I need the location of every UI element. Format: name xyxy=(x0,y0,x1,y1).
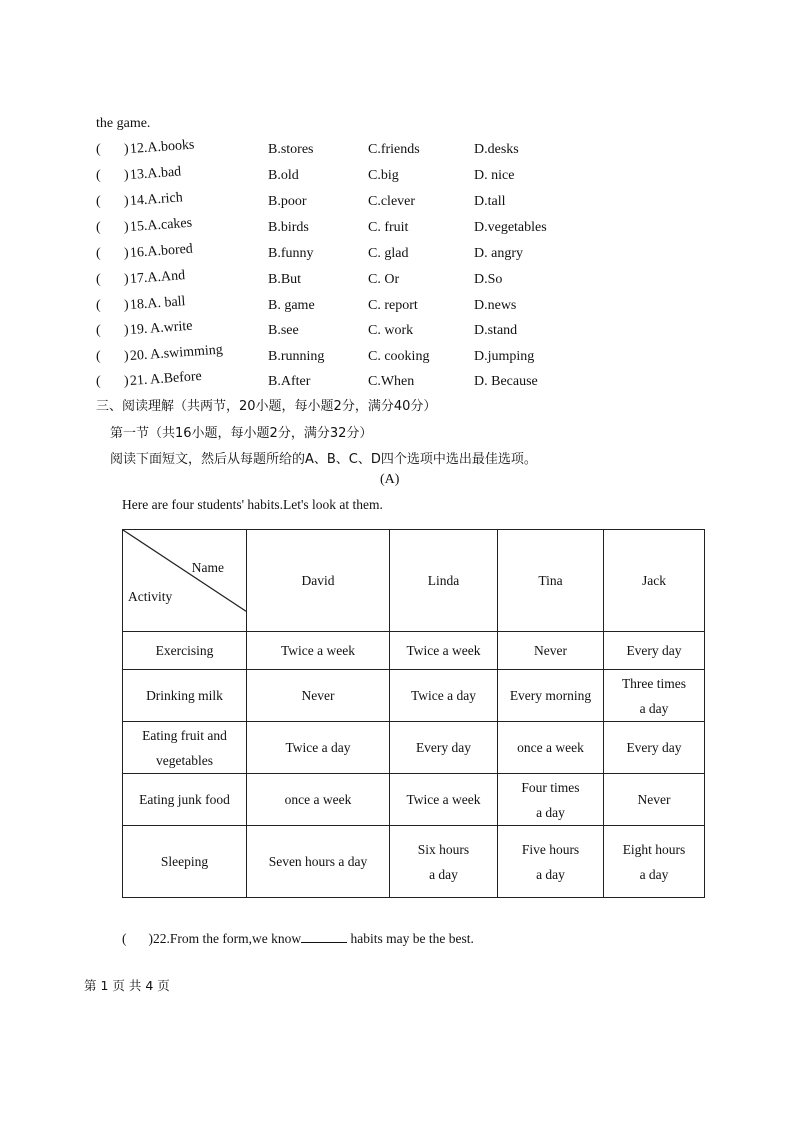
activity-cell xyxy=(123,826,247,898)
cell-line: a day xyxy=(536,866,565,882)
cell-line: a day xyxy=(639,700,669,716)
option-c: C. work xyxy=(368,323,414,338)
answer-open-paren: ( xyxy=(96,246,101,261)
header-name-label: Name xyxy=(191,560,224,575)
answer-close-paren: ) xyxy=(124,220,129,235)
habit-cell xyxy=(247,826,390,898)
header-corner-cell xyxy=(123,530,247,632)
option-a: 14.A.rich xyxy=(129,190,184,209)
header-activity-label: Activity xyxy=(128,589,173,604)
habit-cell xyxy=(390,722,498,774)
option-a: 15.A.cakes xyxy=(129,215,193,235)
cell-line: Every day xyxy=(626,740,682,755)
table-row xyxy=(123,722,705,774)
cell-line: once a week xyxy=(517,740,584,755)
cell-line: Three times xyxy=(621,675,687,691)
answer-close-paren: ) xyxy=(124,272,129,287)
top-line: the game. xyxy=(96,116,151,131)
cell-line: Six hours xyxy=(417,841,470,857)
cell-line: Never xyxy=(534,643,567,658)
option-b: B. game xyxy=(268,298,315,313)
cell-line: Eating fruit and xyxy=(142,727,227,743)
answer-open-paren: ( xyxy=(96,272,101,287)
student-header: Jack xyxy=(604,530,705,632)
passage-label: (A) xyxy=(380,472,400,487)
option-c: C. glad xyxy=(368,246,409,261)
table-row xyxy=(123,774,705,826)
option-a: 18.A. ball xyxy=(129,294,186,313)
habit-cell xyxy=(247,670,390,722)
option-b: B.funny xyxy=(268,246,314,261)
page-footer: 第 1 页 共 4 页 xyxy=(84,978,170,993)
answer-close-paren: ) xyxy=(124,246,129,261)
option-a: 20. A.swimming xyxy=(129,342,224,364)
instruction-text: 阅读下面短文，然后从每题所给的A、B、C、D四个选项中选出最佳选项。 xyxy=(110,452,537,467)
q22-blank xyxy=(301,930,347,943)
answer-close-paren: ) xyxy=(124,323,129,338)
option-b: B.stores xyxy=(268,142,314,157)
cell-line: Exercising xyxy=(155,643,214,658)
cell-line: Five hours xyxy=(521,841,580,857)
habit-cell xyxy=(247,774,390,826)
cell-line: a day xyxy=(536,804,565,820)
habit-cell xyxy=(247,722,390,774)
answer-open-paren: ( xyxy=(96,374,101,389)
habit-cell xyxy=(247,632,390,670)
answer-close-paren: ) xyxy=(124,168,129,183)
option-c: C.friends xyxy=(368,142,420,157)
cell-line: Every day xyxy=(626,643,682,658)
answer-open-paren: ( xyxy=(96,220,101,235)
cell-line: vegetables xyxy=(156,752,213,768)
cell-line: Eight hours xyxy=(622,841,686,857)
answer-close-paren: ) xyxy=(124,194,129,209)
option-d: D. Because xyxy=(474,374,538,389)
habit-cell xyxy=(498,722,604,774)
table-header-row xyxy=(123,530,705,632)
option-a: 12.A.books xyxy=(129,137,195,157)
habit-cell xyxy=(498,826,604,898)
option-d: D.vegetables xyxy=(474,220,547,235)
option-d: D. nice xyxy=(474,168,515,183)
option-a: 13.A.bad xyxy=(129,164,182,183)
option-c: C. cooking xyxy=(368,349,430,364)
cell-line: a day xyxy=(639,866,669,882)
part-heading: 第一节（共16小题，每小题2分，满分32分） xyxy=(110,426,373,441)
option-d: D. angry xyxy=(474,246,523,261)
option-b: B.poor xyxy=(268,194,307,209)
habit-cell xyxy=(604,670,705,722)
cell-line: Eating junk food xyxy=(139,792,230,807)
option-d: D.tall xyxy=(474,194,506,209)
option-b: B.But xyxy=(268,272,302,287)
option-d: D.stand xyxy=(474,323,518,338)
habit-cell xyxy=(390,632,498,670)
cell-line: Never xyxy=(637,792,671,807)
answer-close-paren: ) xyxy=(124,142,129,157)
cell-line: Twice a week xyxy=(406,643,481,658)
cell-line: Twice a day xyxy=(285,740,351,755)
habit-cell xyxy=(604,632,705,670)
cell-line: Twice a week xyxy=(280,643,355,658)
answer-open-paren: ( xyxy=(96,194,101,209)
cell-line: Every morning xyxy=(509,688,592,703)
cell-line: Sleeping xyxy=(160,854,209,869)
habit-cell xyxy=(390,670,498,722)
option-d: D.desks xyxy=(474,142,519,157)
habit-cell xyxy=(498,670,604,722)
habit-cell xyxy=(390,774,498,826)
habit-cell xyxy=(498,632,604,670)
activity-cell xyxy=(123,632,247,670)
cell-line: Seven hours a day xyxy=(268,854,368,869)
option-b: B.old xyxy=(268,168,299,183)
passage-intro: Here are four students' habits.Let's look at them. xyxy=(122,497,383,512)
option-c: C.clever xyxy=(368,194,416,209)
diagonal-line xyxy=(123,530,246,631)
q22-close-paren: ) xyxy=(148,931,153,946)
answer-open-paren: ( xyxy=(96,168,101,183)
option-c: C. Or xyxy=(368,272,400,287)
question-22 xyxy=(122,930,474,947)
option-c: C.big xyxy=(368,168,399,183)
cell-line: a day xyxy=(429,866,458,882)
answer-open-paren: ( xyxy=(96,298,101,313)
option-b: B.see xyxy=(268,323,299,338)
table-row xyxy=(123,632,705,670)
answer-close-paren: ) xyxy=(124,298,129,313)
habits-table xyxy=(122,529,705,898)
cell-line: Every day xyxy=(415,740,472,755)
cell-line: Twice a day xyxy=(410,688,477,703)
habit-cell xyxy=(604,722,705,774)
option-a: 17.A.And xyxy=(129,268,186,287)
habit-cell xyxy=(498,774,604,826)
option-a: 21. A.Before xyxy=(129,369,203,389)
option-a: 16.A.bored xyxy=(129,241,194,261)
table-row xyxy=(123,826,705,898)
cell-line: Four times xyxy=(521,779,580,795)
student-header: Linda xyxy=(390,530,498,632)
answer-open-paren: ( xyxy=(96,142,101,157)
habit-cell xyxy=(604,826,705,898)
option-b: B.running xyxy=(268,349,325,364)
q22-text-before: 22.From the form,we know xyxy=(153,931,302,946)
cell-line: once a week xyxy=(284,792,352,807)
q22-open-paren: ( xyxy=(122,931,127,946)
option-d: D.So xyxy=(474,272,503,287)
answer-open-paren: ( xyxy=(96,323,101,338)
option-d: D.news xyxy=(474,298,517,313)
table-body xyxy=(123,632,705,898)
answer-open-paren: ( xyxy=(96,349,101,364)
table-row xyxy=(123,670,705,722)
option-d: D.jumping xyxy=(474,349,535,364)
section-heading: 三、阅读理解（共两节，20小题，每小题2分，满分40分） xyxy=(96,399,437,414)
activity-cell xyxy=(123,670,247,722)
option-c: C. fruit xyxy=(368,220,409,235)
option-c: C.When xyxy=(368,374,415,389)
answer-close-paren: ) xyxy=(124,349,129,364)
student-header: Tina xyxy=(498,530,604,632)
cell-line: Twice a week xyxy=(406,792,481,807)
student-header: David xyxy=(247,530,390,632)
option-b: B.birds xyxy=(268,220,309,235)
cell-line: Never xyxy=(301,688,335,703)
activity-cell xyxy=(123,774,247,826)
habit-cell xyxy=(390,826,498,898)
q22-text-after: habits may be the best. xyxy=(350,931,474,946)
habit-cell xyxy=(604,774,705,826)
answer-close-paren: ) xyxy=(124,374,129,389)
option-a: 19. A.write xyxy=(129,318,193,338)
activity-cell xyxy=(123,722,247,774)
option-b: B.After xyxy=(268,374,311,389)
cell-line: Drinking milk xyxy=(146,688,223,703)
option-c: C. report xyxy=(368,298,418,313)
